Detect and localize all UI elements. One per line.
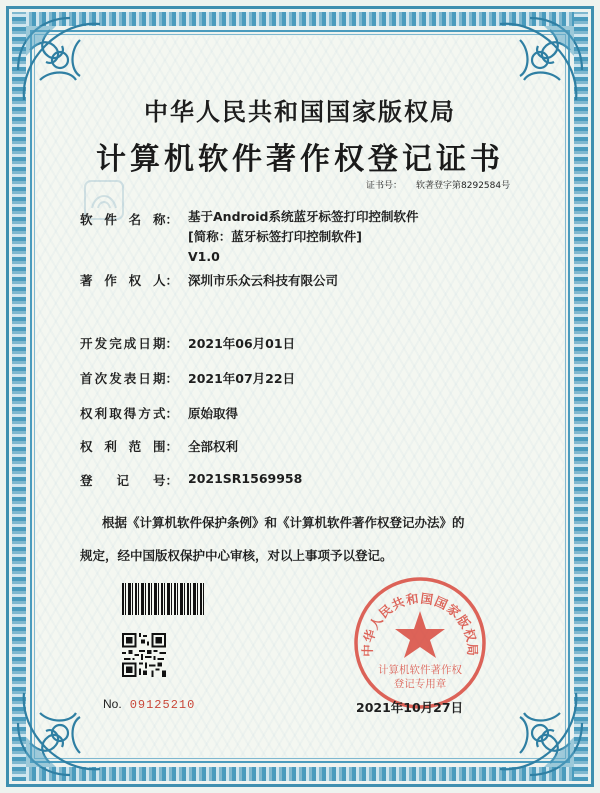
field-label: 首 次 发 表 日 期： <box>80 371 178 386</box>
field-value: 深圳市乐众云科技有限公司 <box>188 273 339 288</box>
serial-number-value: 09125210 <box>129 698 196 712</box>
field-label: 权 利 范 围： <box>80 439 178 454</box>
corner-ornament-icon <box>10 665 128 783</box>
field-label: 软 件 名 称： <box>80 212 178 227</box>
issuing-authority: 中华人民共和国国家版权局 <box>144 98 456 126</box>
field-value: 基于Android系统蓝牙标签打印控制软件 [简称：蓝牙标签打印控制软件] V1.0 <box>188 209 419 264</box>
field-label: 登 记 号： <box>80 473 178 488</box>
field-label: 著 作 权 人： <box>80 273 178 288</box>
field-value: 原始取得 <box>188 406 239 421</box>
issue-date: 2021年10月27日 <box>356 700 464 715</box>
field-value: 2021SR1569958 <box>188 471 303 486</box>
field-label: 权 利 取 得 方 式： <box>80 406 178 421</box>
field-value: 全部权利 <box>188 439 239 454</box>
certificate-number <box>366 178 510 191</box>
serial-number-label: No. <box>103 697 122 711</box>
field-label: 开 发 完 成 日 期： <box>80 336 178 351</box>
official-seal <box>350 573 490 713</box>
seal-center-line-1: 计算机软件著作权 <box>378 664 462 676</box>
certificate-number-value: 软著登字第8292584号 <box>416 181 511 191</box>
certificate-number-label: 证书号： <box>366 181 403 191</box>
qr-code-icon <box>122 633 166 677</box>
seal-ring-text: 中华人民共和国国家版权局 <box>359 590 481 657</box>
seal-center-line-2: 登记专用章 <box>393 678 447 690</box>
field-value: 2021年06月01日 <box>188 336 296 351</box>
field-value: 2021年07月22日 <box>188 371 296 386</box>
barcode <box>122 583 204 615</box>
seal-star-icon <box>395 611 445 658</box>
serial-number <box>103 697 195 712</box>
statement-line-1: 根据《计算机软件保护条例》和《计算机软件著作权登记办法》的 <box>102 515 465 530</box>
certificate-title: 计算机软件著作权登记证书 <box>96 142 504 177</box>
statement-line-2: 规定，经中国版权保护中心审核，对以上事项予以登记。 <box>80 548 393 563</box>
